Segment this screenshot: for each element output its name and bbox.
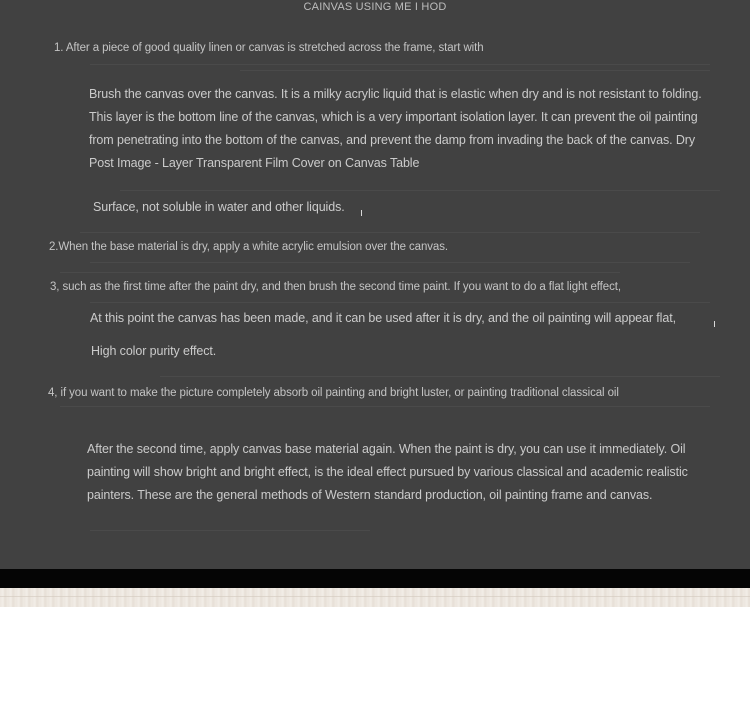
texture-streak [120, 190, 720, 191]
step-3-heading: 3, such as the first time after the paint dry, and then brush the second time paint. If you want to do a flat light effect, [50, 281, 621, 293]
black-band [0, 569, 750, 588]
cursor-mark [361, 210, 362, 216]
step-1-paragraph: Brush the canvas over the canvas. It is a milky acrylic liquid that is elastic when dry and is not resistant to folding. This layer is the bottom line of the canvas, which is a very important isolation layer. It can prevent the oil painting from penetrating into the bottom of the canvas, and prevent the damp from invading the back of the canvas. Dry Post Image - Layer Transparent Film Cover on Canvas Table [89, 87, 702, 170]
texture-streak [90, 262, 690, 263]
texture-streak [160, 376, 720, 377]
step-1-note: Surface, not soluble in water and other liquids. [93, 200, 345, 214]
texture-streak [90, 302, 710, 303]
texture-streak [60, 272, 620, 273]
step-2-heading: 2.When the base material is dry, apply a white acrylic emulsion over the canvas. [49, 241, 448, 253]
cursor-mark [714, 321, 715, 327]
texture-streak [90, 64, 710, 65]
step-1-heading: 1. After a piece of good quality linen or canvas is stretched across the frame, start with [54, 42, 484, 54]
step-3-line-1: At this point the canvas has been made, and it can be used after it is dry, and the oil painting will appear flat, [90, 311, 676, 325]
step-4-heading: 4, if you want to make the picture completely absorb oil painting and bright luster, or painting traditional classical oil [48, 387, 619, 399]
step-3-line-2: High color purity effect. [91, 344, 217, 358]
texture-streak [60, 406, 710, 407]
document-title: CAINVAS USING ME I HOD [303, 1, 447, 13]
canvas-texture-line [0, 596, 750, 597]
texture-streak [90, 530, 370, 531]
texture-streak [240, 70, 710, 71]
canvas-texture-strip [0, 588, 750, 607]
step-4-paragraph: After the second time, apply canvas base material again. When the paint is dry, you can use it immediately. Oil painting will show bright and bright effect, is the ideal effect pursued by various classical and academic realistic painters. These are the general methods of Western standard production, oil painting frame and canvas. [87, 442, 688, 502]
texture-streak [80, 232, 700, 233]
